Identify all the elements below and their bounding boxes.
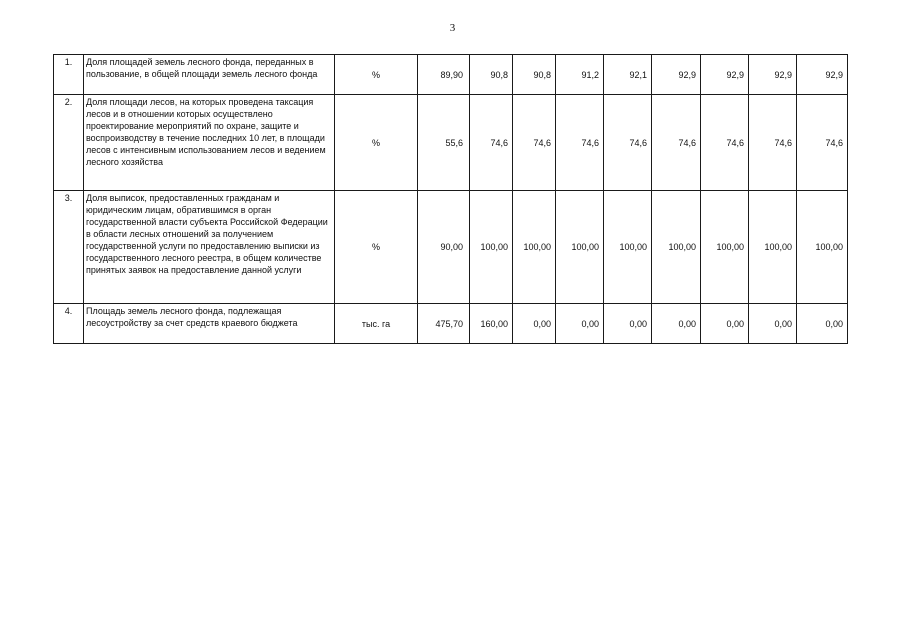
value-cell: 100,00 xyxy=(701,191,749,304)
row-number: 4. xyxy=(54,304,84,344)
value-cell: 74,6 xyxy=(470,95,513,191)
value-cell: 100,00 xyxy=(556,191,604,304)
value-cell: 100,00 xyxy=(749,191,797,304)
row-number: 2. xyxy=(54,95,84,191)
indicator-name: Доля выписок, предоставленных гражданам и юридическим лицам, обратившимся в орган государственной власти субъекта Российской Федерации в области лесных отношений за получением государственной услуги по предоставлению выписки из государственного лесного реестра, в общем количестве принятых заявок на предоставление данной услуги xyxy=(84,191,335,304)
table-row xyxy=(54,95,848,191)
unit-cell: % xyxy=(335,55,418,95)
value-cell: 92,1 xyxy=(604,55,652,95)
value-cell: 90,8 xyxy=(513,55,556,95)
value-cell: 91,2 xyxy=(556,55,604,95)
value-cell: 0,00 xyxy=(604,304,652,344)
value-cell: 160,00 xyxy=(470,304,513,344)
table-row xyxy=(54,191,848,304)
value-cell: 92,9 xyxy=(652,55,701,95)
value-cell: 0,00 xyxy=(513,304,556,344)
table-row xyxy=(54,304,848,344)
value-cell: 100,00 xyxy=(513,191,556,304)
value-cell: 92,9 xyxy=(701,55,749,95)
row-number: 3. xyxy=(54,191,84,304)
value-cell: 100,00 xyxy=(797,191,848,304)
value-cell: 0,00 xyxy=(701,304,749,344)
value-cell: 100,00 xyxy=(470,191,513,304)
value-cell: 100,00 xyxy=(652,191,701,304)
unit-cell: тыс. га xyxy=(335,304,418,344)
indicator-name: Доля площадей земель лесного фонда, переданных в пользование, в общей площади земель лесного фонда xyxy=(84,55,335,95)
page-number: 3 xyxy=(449,22,456,34)
value-cell: 100,00 xyxy=(604,191,652,304)
value-cell: 0,00 xyxy=(749,304,797,344)
row-number: 1. xyxy=(54,55,84,95)
table-row xyxy=(54,55,848,95)
indicator-name: Доля площади лесов, на которых проведена таксация лесов и в отношении которых осуществлено проектирование мероприятий по охране, защите и воспроизводству в течение последних 10 лет, в площади лесов с интенсивным использованием лесов и ведением лесного хозяйства xyxy=(84,95,335,191)
unit-cell: % xyxy=(335,191,418,304)
value-cell: 89,90 xyxy=(418,55,470,95)
value-cell: 475,70 xyxy=(418,304,470,344)
value-cell: 74,6 xyxy=(797,95,848,191)
value-cell: 74,6 xyxy=(701,95,749,191)
value-cell: 90,8 xyxy=(470,55,513,95)
value-cell: 55,6 xyxy=(418,95,470,191)
value-cell: 92,9 xyxy=(797,55,848,95)
unit-cell: % xyxy=(335,95,418,191)
value-cell: 74,6 xyxy=(652,95,701,191)
value-cell: 74,6 xyxy=(556,95,604,191)
value-cell: 0,00 xyxy=(556,304,604,344)
value-cell: 90,00 xyxy=(418,191,470,304)
value-cell: 74,6 xyxy=(513,95,556,191)
value-cell: 74,6 xyxy=(749,95,797,191)
indicator-name: Площадь земель лесного фонда, подлежащая лесоустройству за счет средств краевого бюджета xyxy=(84,304,335,344)
indicators-table xyxy=(53,54,848,344)
value-cell: 92,9 xyxy=(749,55,797,95)
value-cell: 0,00 xyxy=(797,304,848,344)
value-cell: 0,00 xyxy=(652,304,701,344)
value-cell: 74,6 xyxy=(604,95,652,191)
